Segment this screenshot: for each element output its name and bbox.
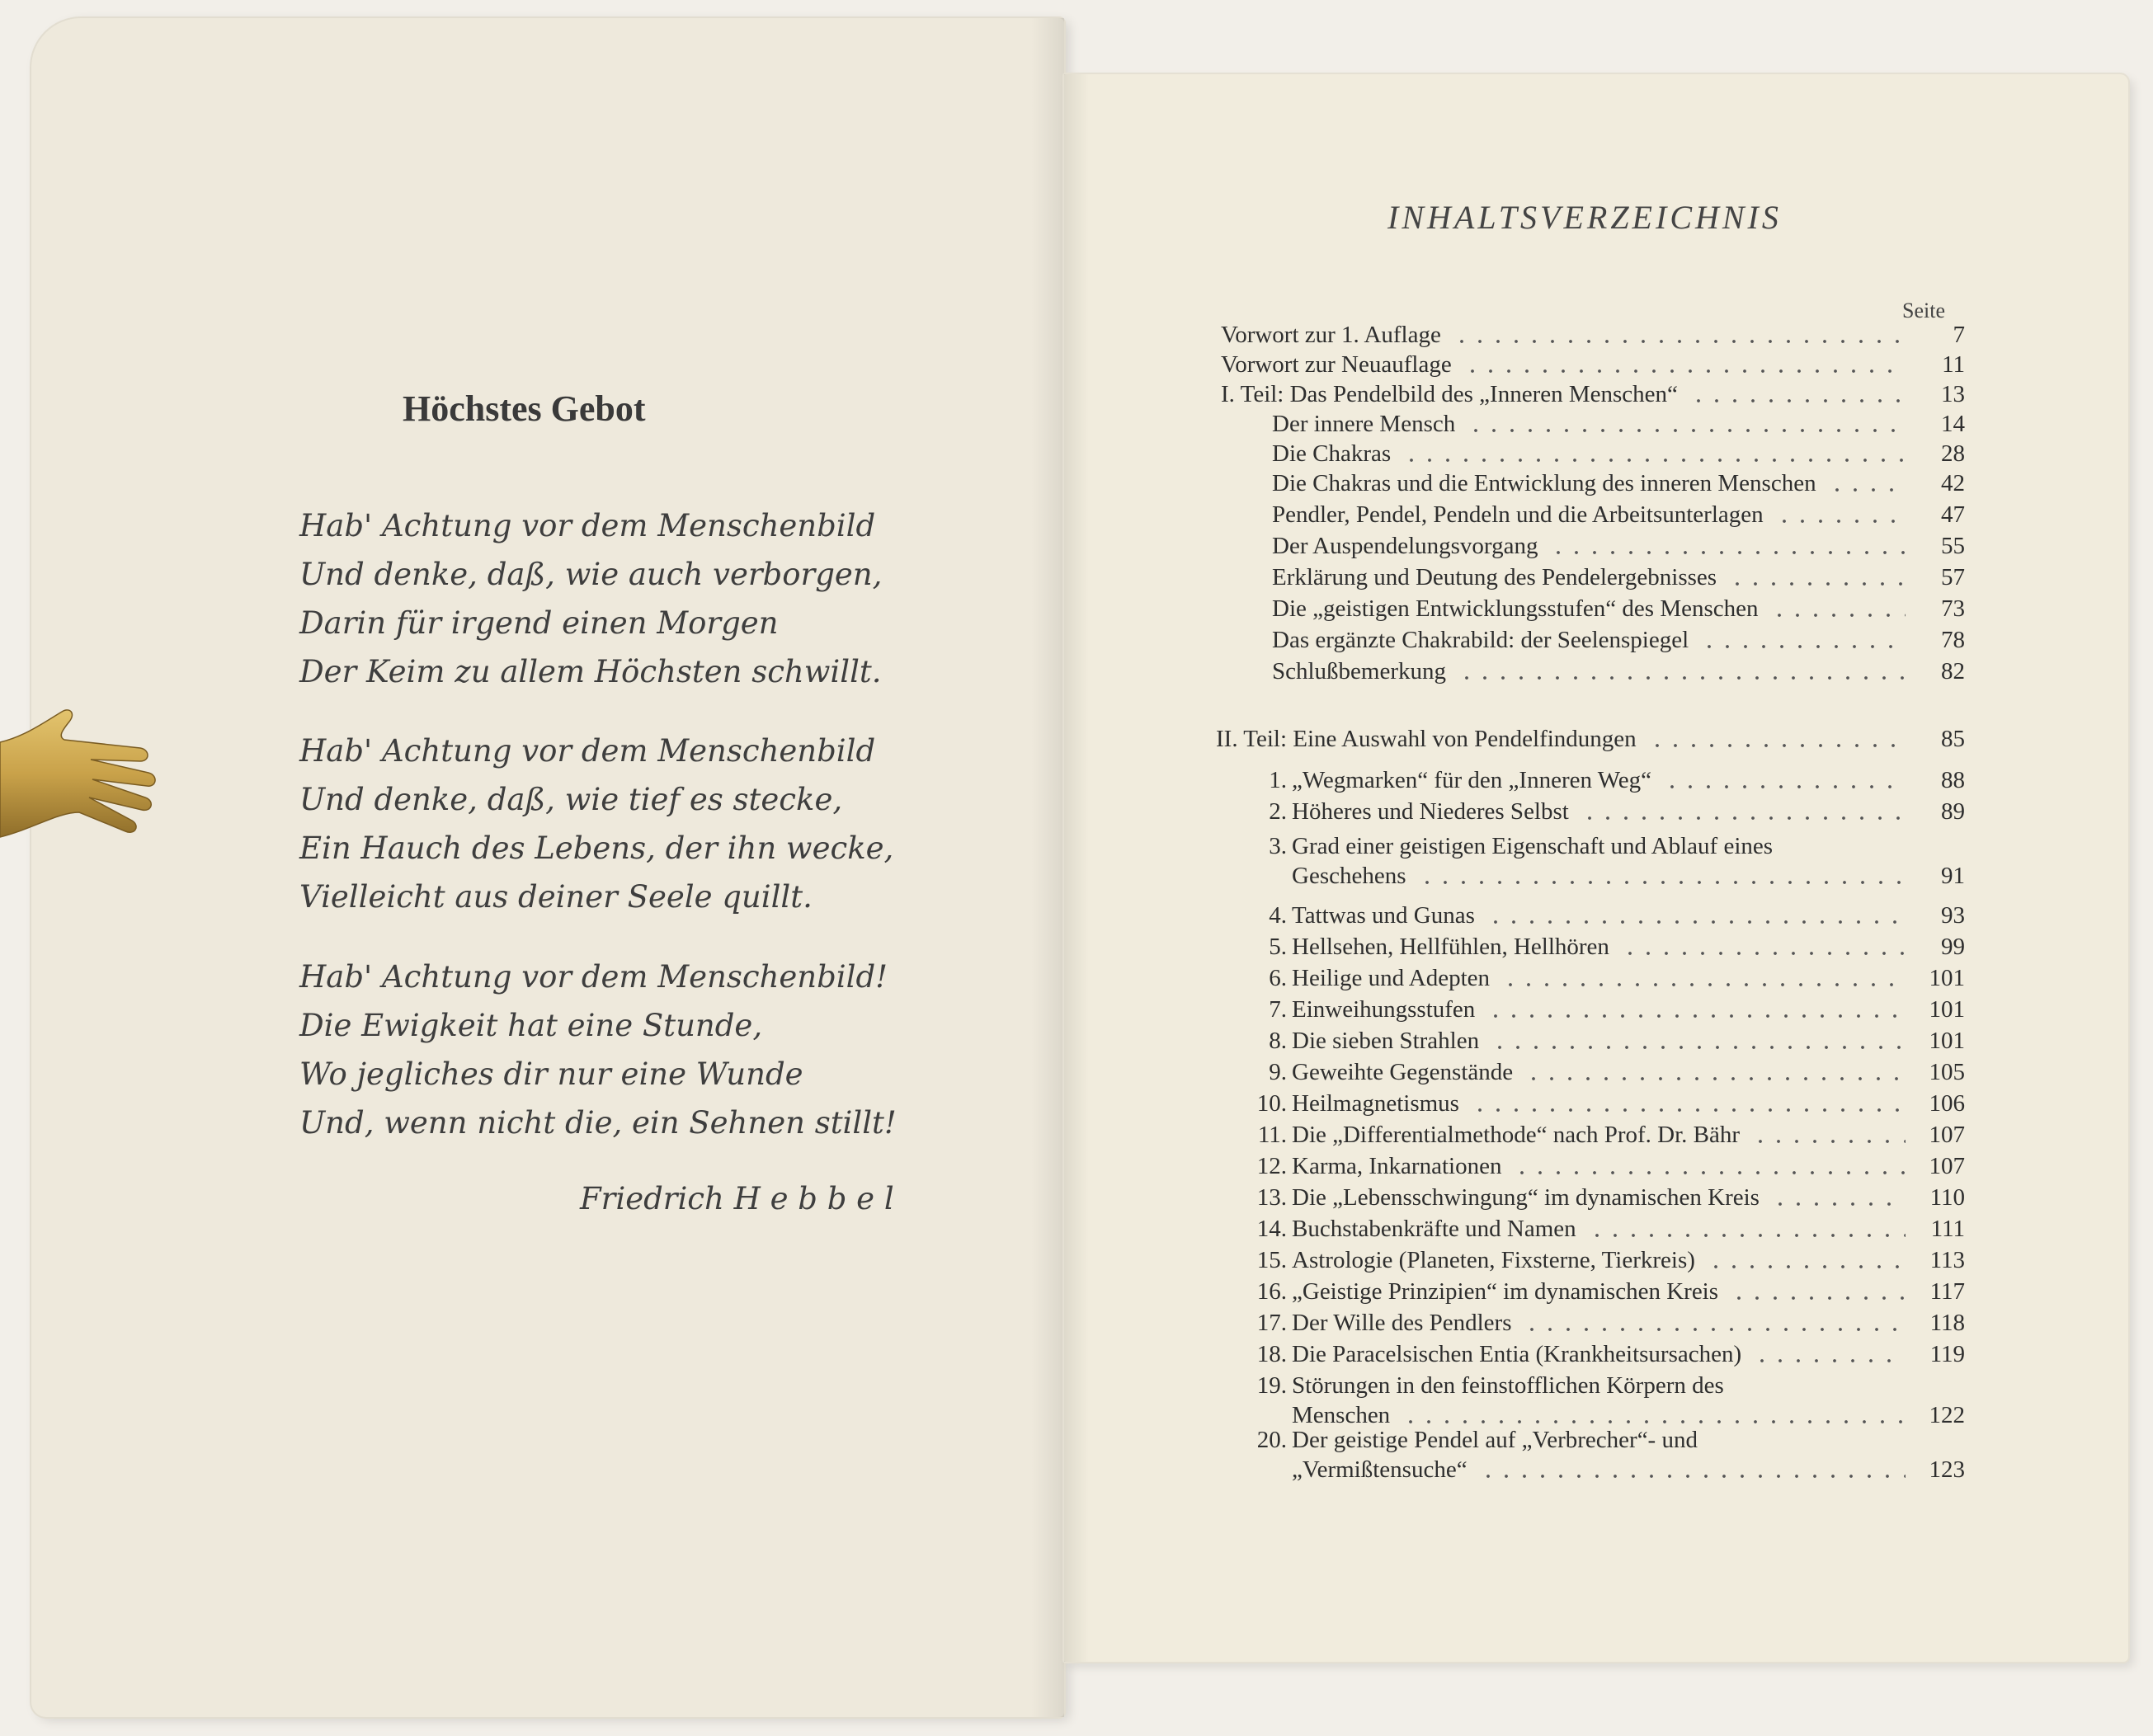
dot-leader (1402, 459, 1906, 462)
toc-entry-title-continued: „Vermißtensuche“ (1292, 1456, 1468, 1483)
toc-entry (1064, 533, 2128, 561)
toc-entry-page: 85 (1941, 726, 1965, 752)
dot-leader (1453, 340, 1906, 343)
toc-entry (1064, 564, 2128, 592)
toc-entry-number: 19. (1256, 1372, 1287, 1399)
toc-entry-page: 55 (1941, 533, 1965, 559)
dot-leader (1402, 1420, 1906, 1423)
dot-leader (1621, 952, 1906, 955)
toc-entry (1064, 381, 2128, 409)
toc-entry-title: I. Teil: Das Pendelbild des „Inneren Menschen“ (1221, 381, 1678, 407)
toc-entry-number: 13. (1256, 1184, 1287, 1211)
toc-entry-title-continued: Geschehens (1292, 863, 1406, 889)
toc-entry (1064, 440, 2128, 468)
dot-leader (1648, 744, 1906, 747)
toc-entry-title: Die sieben Strahlen (1292, 1028, 1480, 1054)
poem-title: Höchstes Gebot (403, 388, 646, 429)
toc-entry-page: 111 (1930, 1216, 1965, 1242)
toc-entry (1064, 1427, 2128, 1483)
toc-entry (1064, 1341, 2128, 1369)
toc-entry-page: 93 (1941, 902, 1965, 929)
toc-entry-title: Karma, Inkarnationen (1292, 1153, 1502, 1179)
dot-leader (1501, 983, 1906, 986)
toc-entry-page: 106 (1929, 1090, 1965, 1117)
poem-stanza (299, 501, 882, 696)
toc-entry-title: Die Paracelsischen Entia (Krankheitsursachen) (1292, 1341, 1742, 1367)
toc-entry (1064, 798, 2128, 826)
toc-entry (1064, 767, 2128, 795)
toc-entry (1064, 658, 2128, 686)
dot-leader (1463, 369, 1906, 373)
toc-entry-title: Das ergänzte Chakrabild: der Seelenspiegel (1272, 627, 1689, 653)
toc-entry-number: 14. (1256, 1216, 1287, 1242)
dot-leader (1730, 1296, 1906, 1300)
toc-entry-page: 88 (1941, 767, 1965, 793)
toc-entry (1064, 411, 2128, 439)
dot-leader (1418, 881, 1906, 884)
toc-entry (1064, 934, 2128, 962)
poem-stanza (299, 727, 893, 921)
left-page (31, 18, 1064, 1717)
toc-entry (1064, 965, 2128, 993)
toc-heading: INHALTSVERZEICHNIS (1387, 199, 1782, 236)
dot-leader (1467, 429, 1906, 432)
dot-leader (1486, 1014, 1906, 1018)
toc-entry-title: Vorwort zur 1. Auflage (1221, 322, 1441, 348)
toc-entry (1064, 1028, 2128, 1056)
toc-entry-title: Einweihungsstufen (1292, 996, 1476, 1023)
toc-entry-page: 123 (1929, 1456, 1965, 1483)
toc-entry-page: 57 (1941, 564, 1965, 590)
toc-entry-page: 73 (1941, 595, 1965, 622)
toc-entry-page: 117 (1929, 1278, 1965, 1305)
toc-entry-number: 18. (1256, 1341, 1287, 1367)
toc-entry-number: 7. (1269, 996, 1287, 1023)
toc-entry (1064, 1184, 2128, 1212)
dot-leader (1775, 520, 1906, 523)
toc-entry-page: 107 (1929, 1153, 1965, 1179)
toc-entry-number: 17. (1256, 1310, 1287, 1336)
toc-entry-page: 14 (1941, 411, 1965, 437)
toc-entry-title: Tattwas und Gunas (1292, 902, 1475, 929)
dot-leader (1663, 785, 1906, 788)
toc-entry-title: Heilige und Adepten (1292, 965, 1491, 991)
toc-entry-page: 113 (1929, 1247, 1965, 1273)
toc-entry-title: Pendler, Pendel, Pendeln und die Arbeitsunterlagen (1272, 501, 1764, 528)
dot-leader (1524, 1077, 1906, 1080)
toc-entry-number: 4. (1269, 902, 1287, 929)
toc-entry (1064, 726, 2128, 754)
toc-entry-title: II. Teil: Eine Auswahl von Pendelfindungen (1216, 726, 1637, 752)
toc-entry-title: Hellsehen, Hellfühlen, Hellhören (1292, 934, 1609, 960)
toc-entry (1064, 322, 2128, 350)
toc-entry (1064, 833, 2128, 889)
toc-entry (1064, 470, 2128, 498)
toc-entry-title: Der Wille des Pendlers (1292, 1310, 1512, 1336)
poem-line: Wo jegliches dir nur eine Wunde (299, 1056, 803, 1092)
toc-entry-number: 16. (1256, 1278, 1287, 1305)
dot-leader (1753, 1359, 1906, 1362)
toc-entry-title: Grad einer geistigen Eigenschaft und Ablauf eines (1292, 833, 1774, 859)
toc-entry-page: 101 (1929, 996, 1965, 1023)
toc-entry (1064, 1153, 2128, 1181)
dot-leader (1549, 551, 1906, 554)
toc-entry-title: Der Auspendelungsvorgang (1272, 533, 1538, 559)
dot-leader (1491, 1046, 1906, 1049)
right-page (1064, 74, 2128, 1662)
toc-entry (1064, 595, 2128, 623)
toc-entry-page: 110 (1929, 1184, 1965, 1211)
dot-leader (1770, 614, 1906, 617)
toc-entry-page: 42 (1941, 470, 1965, 496)
toc-entry-title: Die Chakras (1272, 440, 1392, 467)
dot-leader (1479, 1475, 1906, 1478)
dot-leader (1458, 676, 1906, 680)
hand-clip-icon (0, 697, 161, 874)
toc-entry (1064, 1372, 2128, 1428)
toc-entry-title: Buchstabenkräfte und Namen (1292, 1216, 1576, 1242)
toc-entry-page: 82 (1941, 658, 1965, 685)
toc-entry-title: „Wegmarken“ für den „Inneren Weg“ (1292, 767, 1652, 793)
toc-entry-title: Vorwort zur Neuauflage (1221, 351, 1452, 378)
toc-entry-number: 2. (1269, 798, 1287, 825)
toc-entry (1064, 627, 2128, 655)
poem-line: Der Keim zu allem Höchsten schwillt. (299, 654, 882, 689)
dot-leader (1751, 1140, 1906, 1143)
dot-leader (1700, 645, 1906, 648)
page-column-label: Seite (1902, 299, 1945, 322)
toc-entry-title: Heilmagnetismus (1292, 1090, 1459, 1117)
toc-entry-title: Die „Differentialmethode“ nach Prof. Dr. Bähr (1292, 1122, 1741, 1148)
toc-entry (1064, 1278, 2128, 1306)
toc-entry-title: Der innere Mensch (1272, 411, 1456, 437)
toc-entry-number: 15. (1256, 1247, 1287, 1273)
toc-entry-page: 7 (1953, 322, 1965, 348)
toc-entry-title: Schlußbemerkung (1272, 658, 1447, 685)
toc-entry-page: 91 (1941, 863, 1965, 889)
dot-leader (1707, 1265, 1906, 1268)
toc-entry-page: 78 (1941, 627, 1965, 653)
dot-leader (1588, 1234, 1906, 1237)
toc-entry-page: 89 (1941, 798, 1965, 825)
toc-entry-page: 119 (1929, 1341, 1965, 1367)
dot-leader (1771, 1202, 1906, 1206)
toc-entry (1064, 1059, 2128, 1087)
toc-entry-number: 1. (1269, 767, 1287, 793)
toc-entry-title-continued: Menschen (1292, 1402, 1391, 1428)
poem-line: Und, wenn nicht die, ein Sehnen stillt! (299, 1105, 897, 1141)
toc-entry-title: Höheres und Niederes Selbst (1292, 798, 1569, 825)
toc-entry-number: 11. (1257, 1122, 1287, 1148)
toc-entry (1064, 996, 2128, 1024)
poem-stanza (299, 953, 897, 1147)
toc-entry-page: 47 (1941, 501, 1965, 528)
poem-line: Und denke, daß, wie tief es stecke, (299, 782, 843, 817)
toc-entry-page: 118 (1929, 1310, 1965, 1336)
toc-entry-number: 6. (1269, 965, 1287, 991)
toc-entry-title: Störungen in den feinstofflichen Körpern des (1292, 1372, 1724, 1399)
toc-entry-number: 10. (1256, 1090, 1287, 1117)
poem-line: Die Ewigkeit hat eine Stunde, (299, 1008, 763, 1043)
toc-entry-number: 3. (1269, 833, 1287, 859)
poem-line: Darin für irgend einen Morgen (299, 605, 779, 641)
poem-line: Und denke, daß, wie auch verborgen, (299, 557, 883, 592)
toc-entry-number: 20. (1256, 1427, 1287, 1453)
toc-entry-page: 122 (1929, 1402, 1965, 1428)
toc-entry-page: 99 (1941, 934, 1965, 960)
poem-line: Hab' Achtung vor dem Menschenbild (299, 508, 876, 543)
poem-author: Friedrich H e b b e l (580, 1181, 894, 1216)
toc-entry-number: 9. (1269, 1059, 1287, 1085)
dot-leader (1486, 920, 1906, 924)
toc-entry-title: Die Chakras und die Entwicklung des inneren Menschen (1272, 470, 1816, 496)
toc-entry-title: Der geistige Pendel auf „Verbrecher“- und (1292, 1427, 1698, 1453)
toc-entry-page: 28 (1941, 440, 1965, 467)
toc-entry-title: Geweihte Gegenstände (1292, 1059, 1514, 1085)
dot-leader (1689, 399, 1906, 402)
toc-entry (1064, 501, 2128, 529)
toc-entry (1064, 1216, 2128, 1244)
toc-entry-page: 13 (1941, 381, 1965, 407)
dot-leader (1523, 1328, 1906, 1331)
toc-entry-number: 8. (1269, 1028, 1287, 1054)
toc-entry-page: 101 (1929, 965, 1965, 991)
dot-leader (1581, 816, 1906, 820)
toc-entry (1064, 1090, 2128, 1118)
toc-entry (1064, 1310, 2128, 1338)
toc-entry-title: Astrologie (Planeten, Fixsterne, Tierkreis) (1292, 1247, 1695, 1273)
toc-entry-number: 12. (1256, 1153, 1287, 1179)
toc-entry (1064, 1122, 2128, 1150)
toc-entry-number: 5. (1269, 934, 1287, 960)
toc-entry-page: 105 (1929, 1059, 1965, 1085)
toc-entry-title: Erklärung und Deutung des Pendelergebnisses (1272, 564, 1717, 590)
poem-line: Vielleicht aus deiner Seele quillt. (299, 879, 813, 915)
dot-leader (1471, 1108, 1906, 1112)
toc-entry-title: „Geistige Prinzipien“ im dynamischen Kreis (1292, 1278, 1719, 1305)
toc-entry-page: 107 (1929, 1122, 1965, 1148)
toc-entry-page: 101 (1929, 1028, 1965, 1054)
poem-line: Hab' Achtung vor dem Menschenbild (299, 733, 876, 769)
toc-entry (1064, 351, 2128, 379)
poem-line: Ein Hauch des Lebens, der ihn wecke, (299, 830, 894, 866)
poem-line: Hab' Achtung vor dem Menschenbild! (299, 959, 888, 995)
dot-leader (1728, 582, 1906, 586)
toc-entry-page: 11 (1942, 351, 1965, 378)
toc-entry-title: Die „geistigen Entwicklungsstufen“ des Menschen (1272, 595, 1759, 622)
toc-entry-title: Die „Lebensschwingung“ im dynamischen Kreis (1292, 1184, 1760, 1211)
toc-entry (1064, 902, 2128, 930)
dot-leader (1513, 1171, 1906, 1174)
dot-leader (1828, 488, 1906, 492)
toc-entry (1064, 1247, 2128, 1275)
